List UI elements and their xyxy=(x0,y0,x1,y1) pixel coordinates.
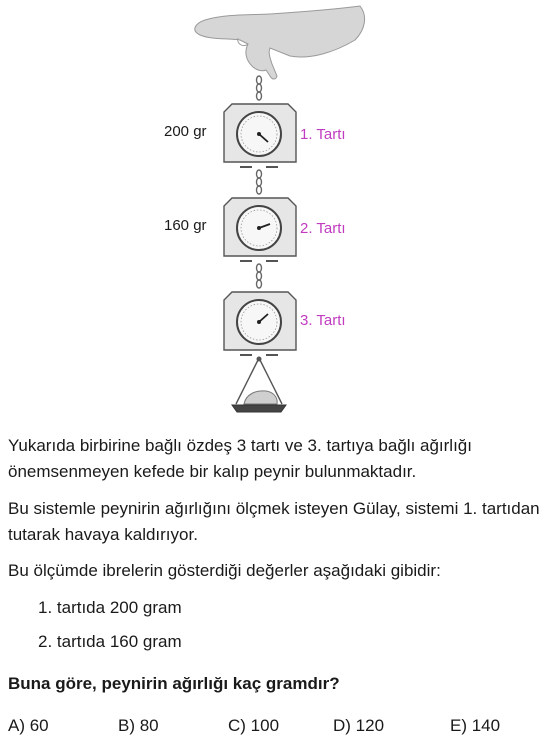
scale-2-name-label: 2. Tartı xyxy=(300,220,346,237)
option-c[interactable]: C) 100 xyxy=(228,716,280,735)
chain-top xyxy=(257,76,262,100)
chain-2-3 xyxy=(257,264,262,288)
option-b[interactable]: B) 80 xyxy=(118,716,159,735)
option-d[interactable]: D) 120 xyxy=(333,716,385,735)
list-item-scale-2: 2. tartıda 160 gram xyxy=(38,632,182,651)
list-item-scale-1: 1. tartıda 200 gram xyxy=(38,598,182,617)
scale-3-name-label: 3. Tartı xyxy=(300,312,346,329)
question-text: Buna göre, peynirin ağırlığı kaç gramdır? xyxy=(8,674,340,693)
scale-3 xyxy=(224,292,296,355)
paragraph-measure: Bu ölçümde ibrelerin gösterdiği değerler aşağıdaki gibidir: xyxy=(8,561,441,580)
pan-with-cheese xyxy=(232,357,286,413)
option-e[interactable]: E) 140 xyxy=(450,716,501,735)
scale-2 xyxy=(224,198,296,261)
scale-1-name-label: 1. Tartı xyxy=(300,126,346,143)
paragraph-system: Bu sistemle peynirin ağırlığını ölçmek isteyen Gülay, sistemi 1. tartıdan tutarak havaya kaldırıyor. xyxy=(8,499,540,544)
paragraph-intro: Yukarıda birbirine bağlı özdeş 3 tartı ve 3. tartıya bağlı ağırlığı önemsenmeyen kefede bir kalıp peynir bulunmaktadır. xyxy=(8,436,472,481)
scale-2-weight-label: 160 gr xyxy=(164,217,207,234)
scale-1-weight-label: 200 gr xyxy=(164,123,207,140)
hand-illustration xyxy=(195,6,365,79)
chain-1-2 xyxy=(257,170,262,194)
option-a[interactable]: A) 60 xyxy=(8,716,49,735)
scale-1 xyxy=(224,104,296,167)
